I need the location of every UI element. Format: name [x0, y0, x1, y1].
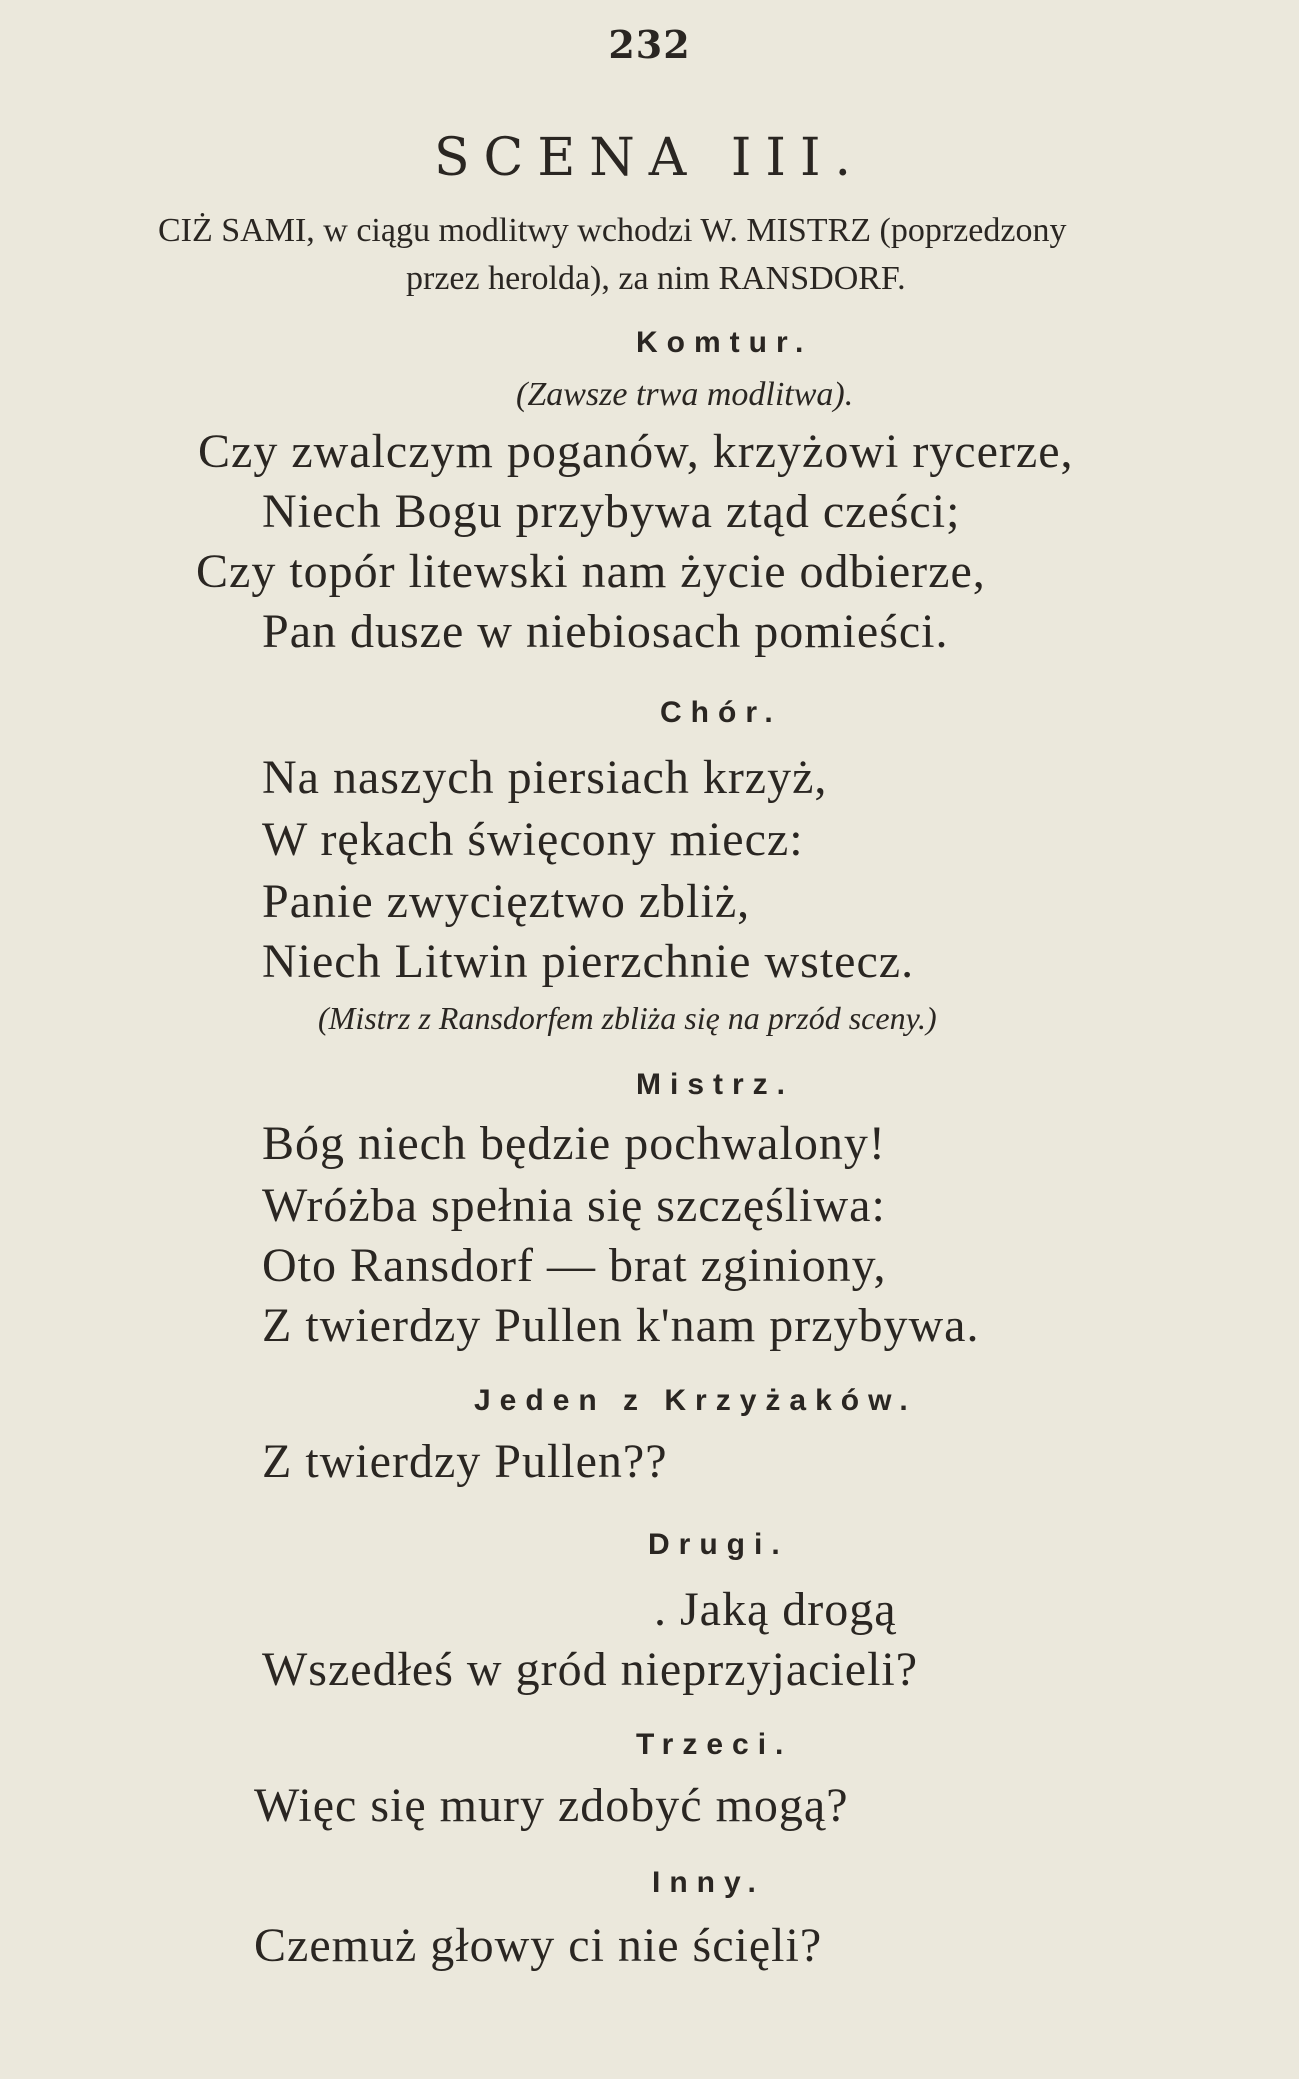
verse-line: Bóg niech będzie pochwalony!	[262, 1117, 886, 1170]
verse-line: . Jaką drogą	[654, 1583, 897, 1636]
verse-line: Więc się mury zdobyć mogą?	[254, 1779, 849, 1832]
speaker-chor: Chór.	[660, 696, 782, 729]
verse-line: Niech Bogu przybywa ztąd cześci;	[262, 485, 961, 538]
verse-line: Z twierdzy Pullen??	[262, 1435, 668, 1488]
verse-line: Niech Litwin pierzchnie wstecz.	[262, 935, 915, 988]
verse-line: Wszedłeś w gród nieprzyjacieli?	[262, 1643, 919, 1696]
speaker-inny: Inny.	[652, 1866, 765, 1899]
stage-direction-line-1: CIŻ SAMI, w ciągu modlitwy wchodzi W. MISTRZ (poprzedzony	[158, 212, 1067, 249]
verse-line: Panie zwycięztwo zbliż,	[262, 875, 751, 928]
verse-line: Wróżba spełnia się szczęśliwa:	[262, 1179, 886, 1232]
verse-line: Z twierdzy Pullen k'nam przybywa.	[262, 1299, 980, 1352]
verse-line: Czy zwalczym poganów, krzyżowi rycerze,	[198, 425, 1074, 478]
verse-line: W rękach święcony miecz:	[262, 813, 804, 866]
verse-line: Na naszych piersiach krzyż,	[262, 751, 828, 804]
stage-direction-line-2: przez herolda), za nim RANSDORF.	[406, 260, 906, 297]
speaker-jeden: Jeden z Krzyżaków.	[474, 1384, 917, 1417]
speaker-drugi: Drugi.	[648, 1528, 789, 1561]
speaker-mistrz: Mistrz.	[636, 1068, 795, 1101]
page-number: 232	[608, 22, 691, 67]
komtur-direction: (Zawsze trwa modlitwa).	[516, 376, 854, 413]
speaker-trzeci: Trzeci.	[636, 1728, 793, 1761]
verse-line: Czy topór litewski nam życie odbierze,	[196, 545, 986, 598]
scene-title: SCENA III.	[433, 128, 866, 188]
chor-direction: (Mistrz z Ransdorfem zbliża się na przód sceny.)	[318, 1000, 937, 1036]
verse-line: Oto Ransdorf — brat zginiony,	[262, 1239, 887, 1292]
speaker-komtur: Komtur.	[636, 326, 813, 359]
verse-line: Czemuż głowy ci nie ścięli?	[254, 1919, 823, 1972]
verse-line: Pan dusze w niebiosach pomieści.	[262, 605, 949, 658]
